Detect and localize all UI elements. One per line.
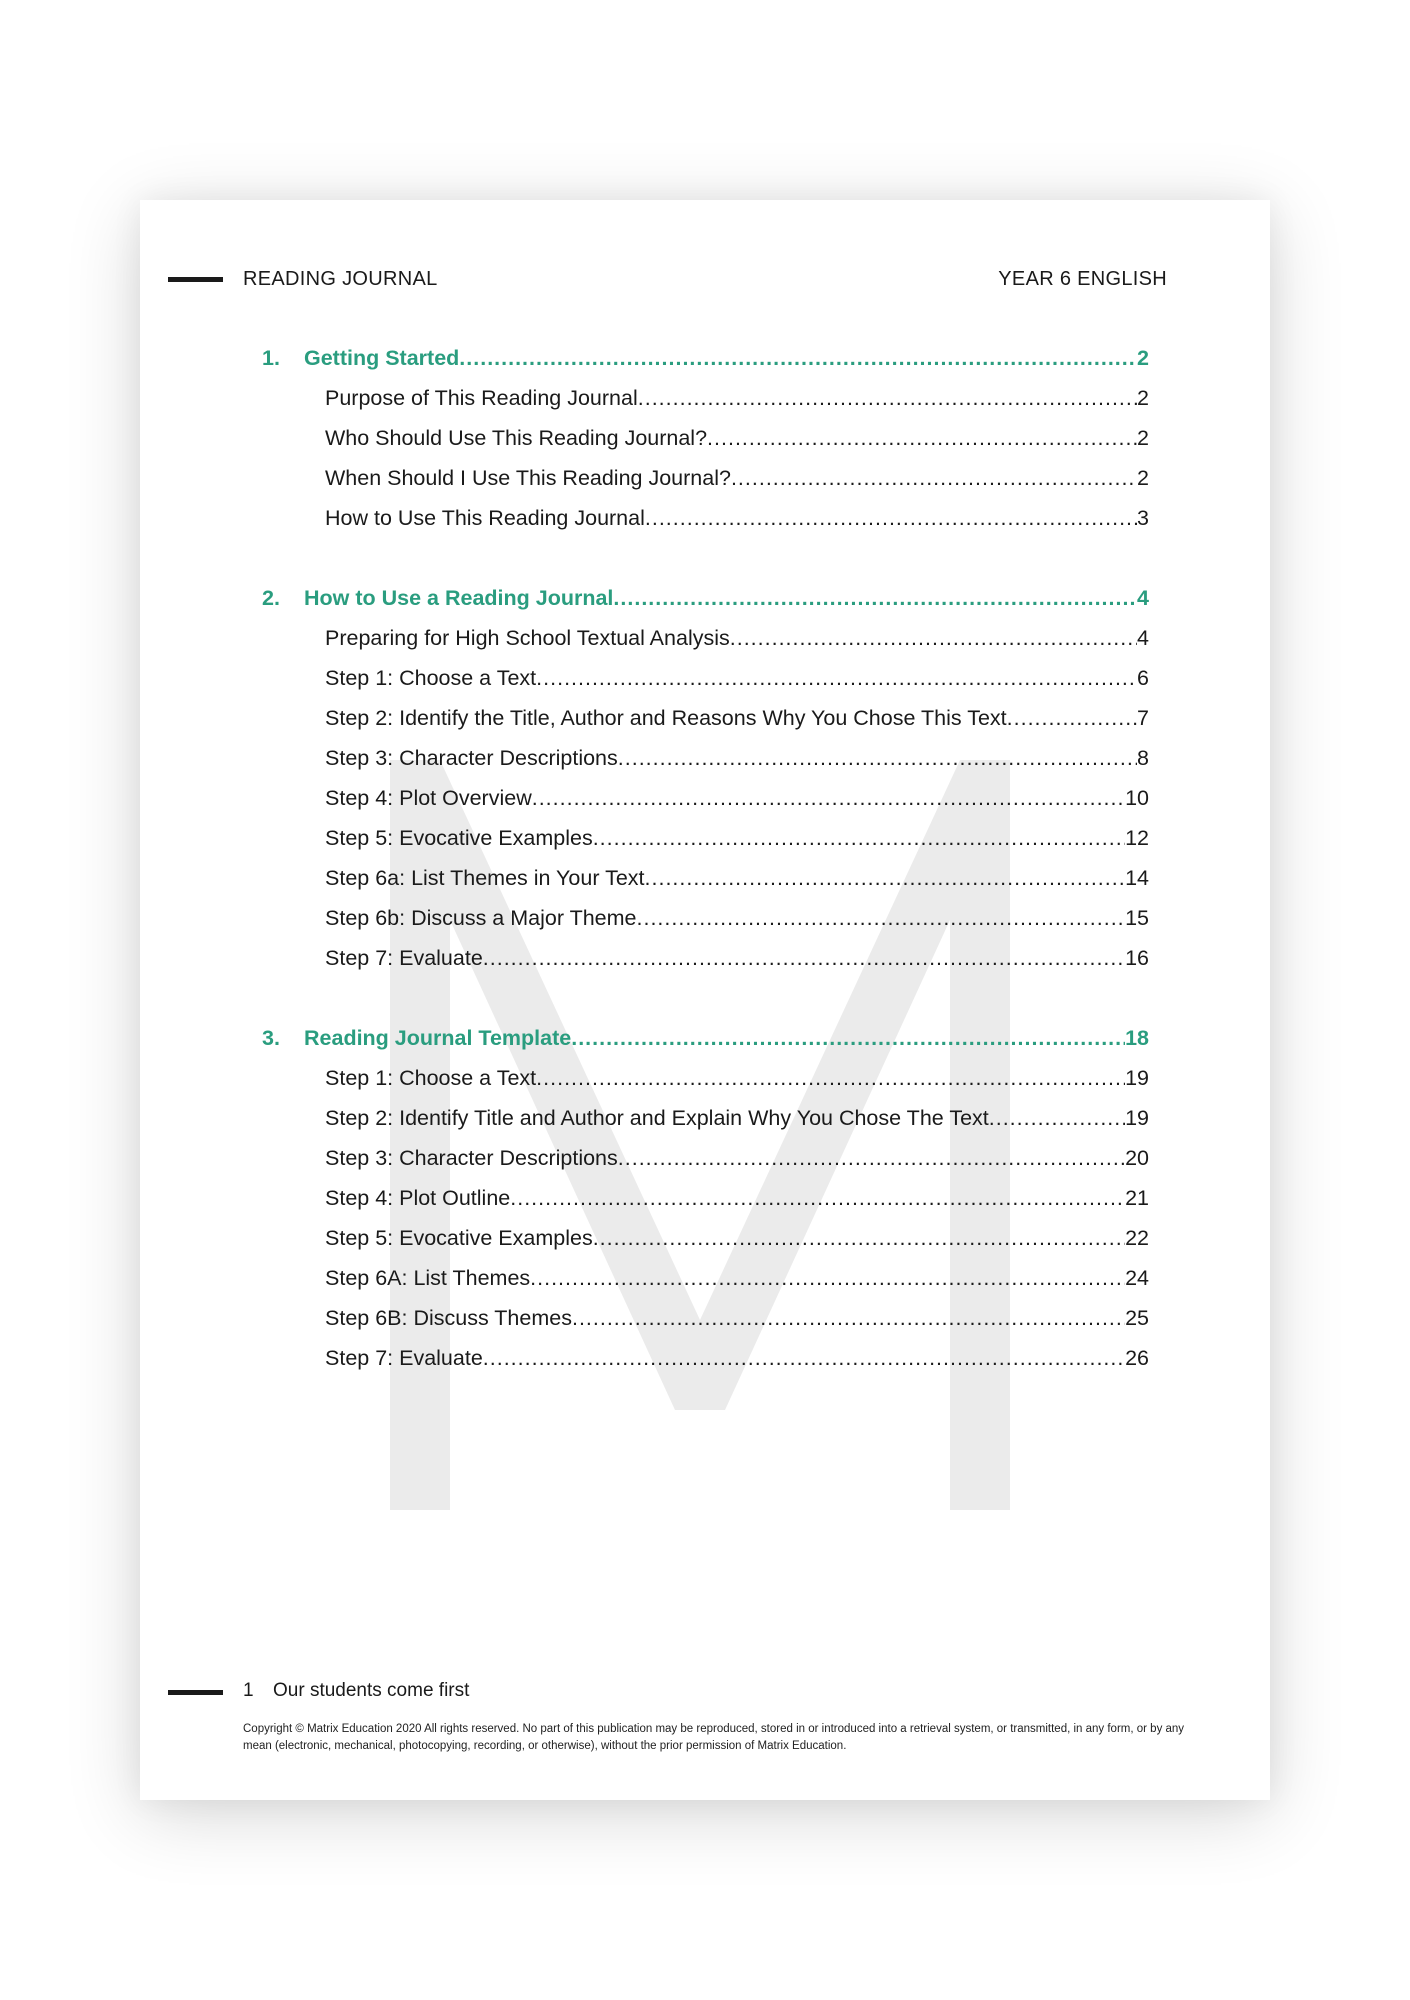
toc-entry[interactable]: [262, 658, 1149, 698]
entry-title: Step 6b: Discuss a Major Theme: [325, 906, 637, 930]
entry-title: Step 6a: List Themes in Your Text: [325, 866, 645, 890]
section-number: 3.: [262, 1026, 280, 1050]
copyright-notice: Copyright © Matrix Education 2020 All rights reserved. No part of this publication may be reproduced, stored in or introduced into a retrieval system, or transmitted, in any form, or by any mean (electronic, mechanical, photocopying, recording, or otherwise), without the prior permission of Matrix Education.: [243, 1723, 1185, 1752]
page-number: 4: [1137, 586, 1149, 610]
entry-title: Step 1: Choose a Text: [325, 666, 537, 690]
entry-title: Step 6B: Discuss Themes: [325, 1306, 572, 1330]
page-number: 7: [1137, 706, 1149, 730]
page-number: 2: [1137, 426, 1149, 450]
entry-title: Step 4: Plot Outline: [325, 1186, 511, 1210]
entry-title: Preparing for High School Textual Analysis: [325, 626, 730, 650]
entry-title: Step 3: Character Descriptions: [325, 746, 618, 770]
toc-section: [262, 338, 1149, 538]
footer-page-number: 1: [243, 1680, 254, 1701]
toc-entry[interactable]: [262, 378, 1149, 418]
toc-heading[interactable]: [262, 338, 1149, 378]
page-number: 20: [1125, 1146, 1149, 1170]
page-number: 14: [1125, 866, 1149, 890]
toc-entry[interactable]: [262, 1178, 1149, 1218]
page-number: 2: [1137, 346, 1149, 370]
toc-entry[interactable]: [262, 698, 1149, 738]
toc-entry[interactable]: [262, 618, 1149, 658]
page-number: 3: [1137, 506, 1149, 530]
dot-leader: [730, 618, 1137, 658]
page-number: 26: [1125, 1346, 1149, 1370]
document-page: [140, 200, 1270, 1800]
dot-leader: [536, 1058, 1125, 1098]
toc-entry[interactable]: [262, 1298, 1149, 1338]
page-number: 18: [1125, 1026, 1149, 1050]
entry-title: Step 7: Evaluate: [325, 1346, 483, 1370]
dot-leader: [510, 1178, 1125, 1218]
toc-section: [262, 1018, 1149, 1378]
page-number: 21: [1125, 1186, 1149, 1210]
section-number: 1.: [262, 346, 280, 370]
entry-title: Step 2: Identify the Title, Author and Reasons Why You Chose This Text: [325, 706, 1007, 730]
page-number: 19: [1125, 1066, 1149, 1090]
page-number: 8: [1137, 746, 1149, 770]
page-number: 19: [1125, 1106, 1149, 1130]
dot-leader: [618, 1138, 1125, 1178]
page-number: 24: [1125, 1266, 1149, 1290]
dot-leader: [1007, 698, 1137, 738]
dot-leader: [530, 1258, 1125, 1298]
page-number: 15: [1125, 906, 1149, 930]
section-title: How to Use a Reading Journal: [304, 586, 614, 610]
dot-leader: [483, 1338, 1125, 1378]
entry-title: Purpose of This Reading Journal: [325, 386, 638, 410]
toc-entry[interactable]: [262, 778, 1149, 818]
toc-entry[interactable]: [262, 1058, 1149, 1098]
dot-leader: [989, 1098, 1125, 1138]
page-number: 6: [1137, 666, 1149, 690]
dot-leader: [571, 1018, 1125, 1058]
toc-heading[interactable]: [262, 1018, 1149, 1058]
toc-entry[interactable]: [262, 1138, 1149, 1178]
toc-entry[interactable]: [262, 1258, 1149, 1298]
toc-entry[interactable]: [262, 938, 1149, 978]
dot-leader: [645, 498, 1137, 538]
table-of-contents: [262, 338, 1149, 1418]
entry-title: Step 3: Character Descriptions: [325, 1146, 618, 1170]
toc-entry[interactable]: [262, 898, 1149, 938]
dot-leader: [707, 418, 1137, 458]
page-number: 25: [1125, 1306, 1149, 1330]
section-number: 2.: [262, 586, 280, 610]
entry-title: Who Should Use This Reading Journal?: [325, 426, 708, 450]
entry-title: Step 1: Choose a Text: [325, 1066, 537, 1090]
footer-tagline: Our students come first: [273, 1680, 470, 1701]
dot-leader: [532, 778, 1125, 818]
header-title: READING JOURNAL: [243, 268, 438, 290]
page-number: 22: [1125, 1226, 1149, 1250]
entry-title: When Should I Use This Reading Journal?: [325, 466, 731, 490]
page-number: 2: [1137, 466, 1149, 490]
header-subject: YEAR 6 ENGLISH: [998, 268, 1167, 290]
toc-entry[interactable]: [262, 738, 1149, 778]
dot-leader: [572, 1298, 1125, 1338]
entry-title: Step 7: Evaluate: [325, 946, 483, 970]
page-number: 2: [1137, 386, 1149, 410]
footer-rule: [168, 1690, 223, 1695]
toc-entry[interactable]: [262, 818, 1149, 858]
dot-leader: [613, 578, 1137, 618]
dot-leader: [459, 338, 1137, 378]
page-number: 12: [1125, 826, 1149, 850]
section-title: Reading Journal Template: [304, 1026, 572, 1050]
entry-title: Step 5: Evocative Examples: [325, 826, 593, 850]
toc-entry[interactable]: [262, 498, 1149, 538]
header-rule: [168, 277, 223, 282]
toc-section: [262, 578, 1149, 978]
dot-leader: [593, 1218, 1125, 1258]
entry-title: Step 5: Evocative Examples: [325, 1226, 593, 1250]
toc-entry[interactable]: [262, 1098, 1149, 1138]
dot-leader: [536, 658, 1137, 698]
toc-entry[interactable]: [262, 1338, 1149, 1378]
dot-leader: [637, 898, 1126, 938]
toc-heading[interactable]: [262, 578, 1149, 618]
page-number: 4: [1137, 626, 1149, 650]
entry-title: Step 6A: List Themes: [325, 1266, 531, 1290]
entry-title: Step 4: Plot Overview: [325, 786, 532, 810]
dot-leader: [593, 818, 1125, 858]
page-number: 16: [1125, 946, 1149, 970]
section-title: Getting Started: [304, 346, 460, 370]
toc-entry[interactable]: [262, 458, 1149, 498]
entry-title: Step 2: Identify Title and Author and Explain Why You Chose The Text: [325, 1106, 989, 1130]
entry-title: How to Use This Reading Journal: [325, 506, 645, 530]
dot-leader: [731, 458, 1137, 498]
dot-leader: [483, 938, 1125, 978]
toc-entry[interactable]: [262, 858, 1149, 898]
dot-leader: [645, 858, 1126, 898]
dot-leader: [618, 738, 1137, 778]
page-number: 10: [1125, 786, 1149, 810]
toc-entry[interactable]: [262, 1218, 1149, 1258]
dot-leader: [638, 378, 1137, 418]
toc-entry[interactable]: [262, 418, 1149, 458]
